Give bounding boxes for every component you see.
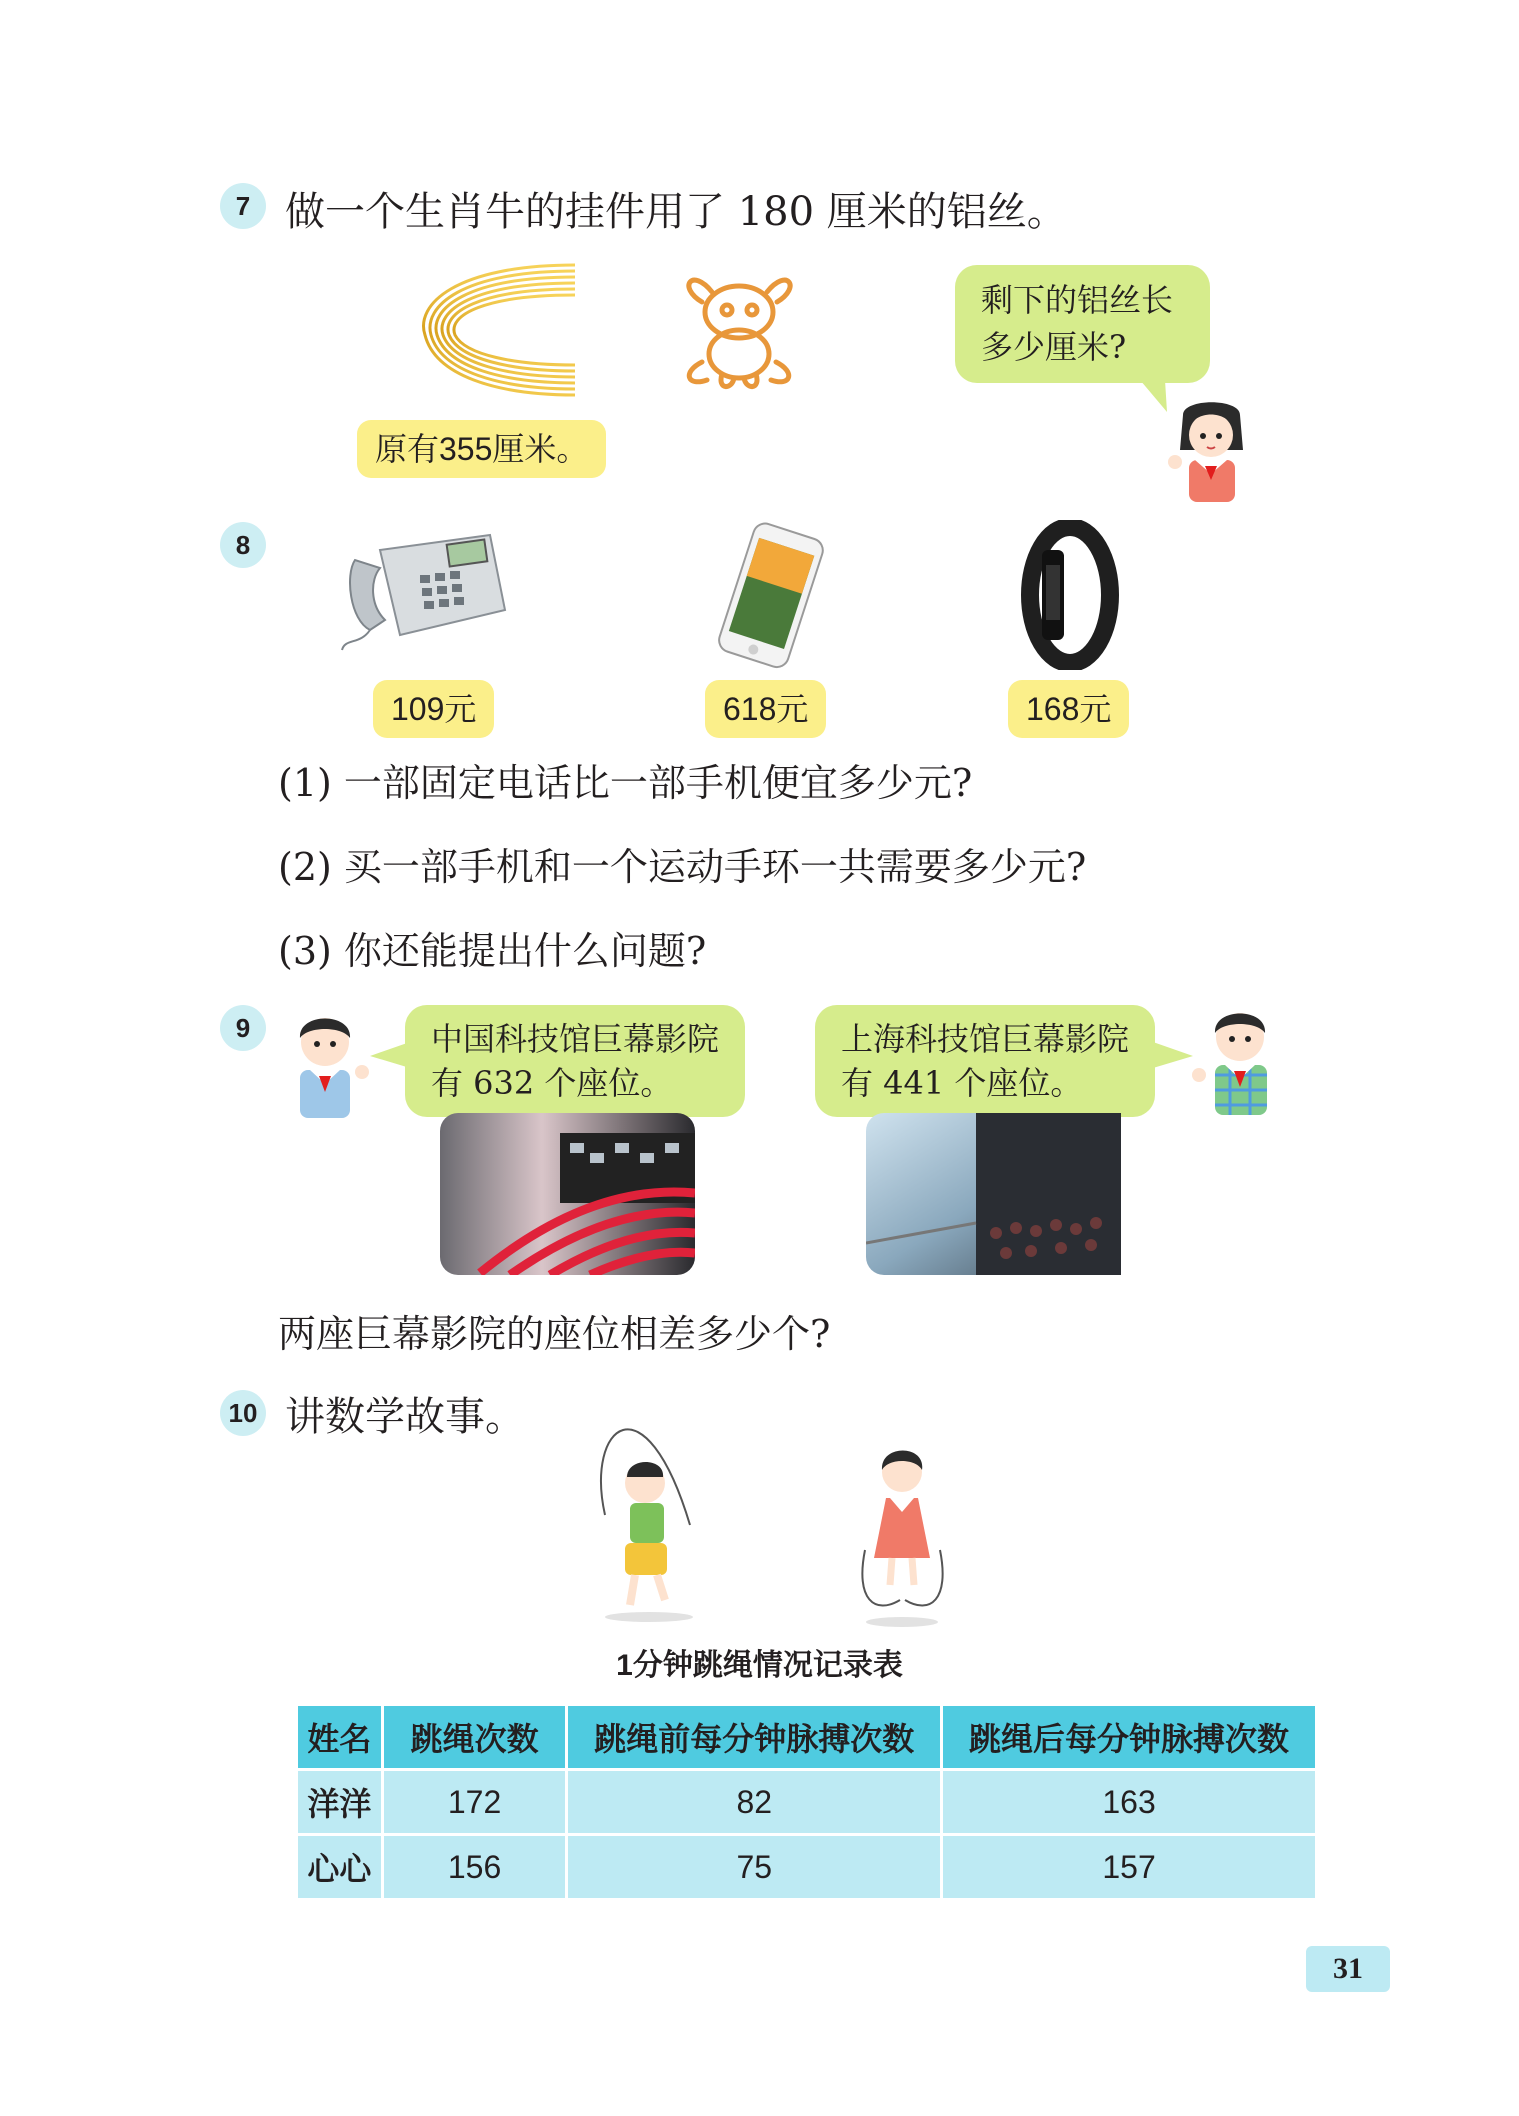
wire-original-length-tag: 原有355厘米。 — [357, 420, 606, 478]
ox-pendant-image — [672, 262, 807, 392]
china-cinema-photo — [440, 1113, 695, 1275]
landline-phone-icon — [340, 520, 510, 655]
table-header-cell: 跳绳前每分钟脉搏次数 — [567, 1705, 942, 1770]
jump-rope-girl-2-icon — [850, 1440, 960, 1630]
bubble-line: 有 441 个座位。 — [841, 1064, 1083, 1102]
table-cell: 82 — [567, 1770, 942, 1835]
price-tag-smartphone: 618元 — [705, 680, 826, 738]
girl-character-icon — [1165, 400, 1260, 505]
wire-coil-image — [415, 255, 575, 405]
question-number-9: 9 — [220, 1005, 266, 1051]
speech-bubble-shanghai-cinema — [815, 1005, 1155, 1117]
bubble-line: 中国科技馆巨幕影院 — [431, 1020, 720, 1058]
page-number: 31 — [1306, 1946, 1390, 1992]
bubble-tail — [370, 1040, 410, 1070]
question-9-text: 两座巨幕影院的座位相差多少个? — [278, 1312, 831, 1356]
bubble-line: 有 632 个座位。 — [431, 1064, 673, 1102]
table-header-cell: 姓名 — [297, 1705, 383, 1770]
table-cell: 156 — [382, 1835, 567, 1900]
table-header-row — [297, 1705, 1317, 1770]
table-row — [297, 1835, 1317, 1900]
fitness-band-icon — [1020, 520, 1120, 670]
table-row — [297, 1770, 1317, 1835]
question-number-8: 8 — [220, 522, 266, 568]
question-7-text: 做一个生肖牛的挂件用了 180 厘米的铝丝。 — [285, 189, 1067, 235]
table-title: 1分钟跳绳情况记录表 — [616, 1649, 903, 1682]
sub-question-1: (1) 一部固定电话比一部手机便宜多少元? — [278, 761, 973, 805]
table-header-cell: 跳绳次数 — [382, 1705, 567, 1770]
table-cell: 163 — [942, 1770, 1317, 1835]
price-tag-band: 168元 — [1008, 680, 1129, 738]
table-header-cell: 跳绳后每分钟脉搏次数 — [942, 1705, 1317, 1770]
boy-character-right-icon — [1185, 1005, 1290, 1120]
table-cell: 172 — [382, 1770, 567, 1835]
question-10-text: 讲数学故事。 — [285, 1394, 525, 1440]
sub-question-3: (3) 你还能提出什么问题? — [278, 929, 707, 973]
bubble-line: 剩下的铝丝长 — [981, 281, 1174, 319]
question-number-10: 10 — [220, 1390, 266, 1436]
question-number-7: 7 — [220, 183, 266, 229]
table-cell: 157 — [942, 1835, 1317, 1900]
sub-question-2: (2) 买一部手机和一个运动手环一共需要多少元? — [278, 845, 1087, 889]
table-cell: 75 — [567, 1835, 942, 1900]
boy-character-left-icon — [280, 1010, 375, 1120]
shanghai-cinema-photo — [866, 1113, 1121, 1275]
table-cell-name: 心心 — [297, 1835, 383, 1900]
bubble-line: 多少厘米? — [981, 328, 1127, 366]
speech-bubble-china-cinema — [405, 1005, 745, 1117]
smartphone-icon — [705, 520, 835, 670]
price-tag-phone: 109元 — [373, 680, 494, 738]
bubble-line: 上海科技馆巨幕影院 — [841, 1020, 1130, 1058]
speech-bubble-remaining-wire — [955, 265, 1210, 383]
jump-rope-girl-icon — [585, 1395, 715, 1625]
table-cell-name: 洋洋 — [297, 1770, 383, 1835]
jump-rope-record-table — [295, 1703, 1318, 1901]
